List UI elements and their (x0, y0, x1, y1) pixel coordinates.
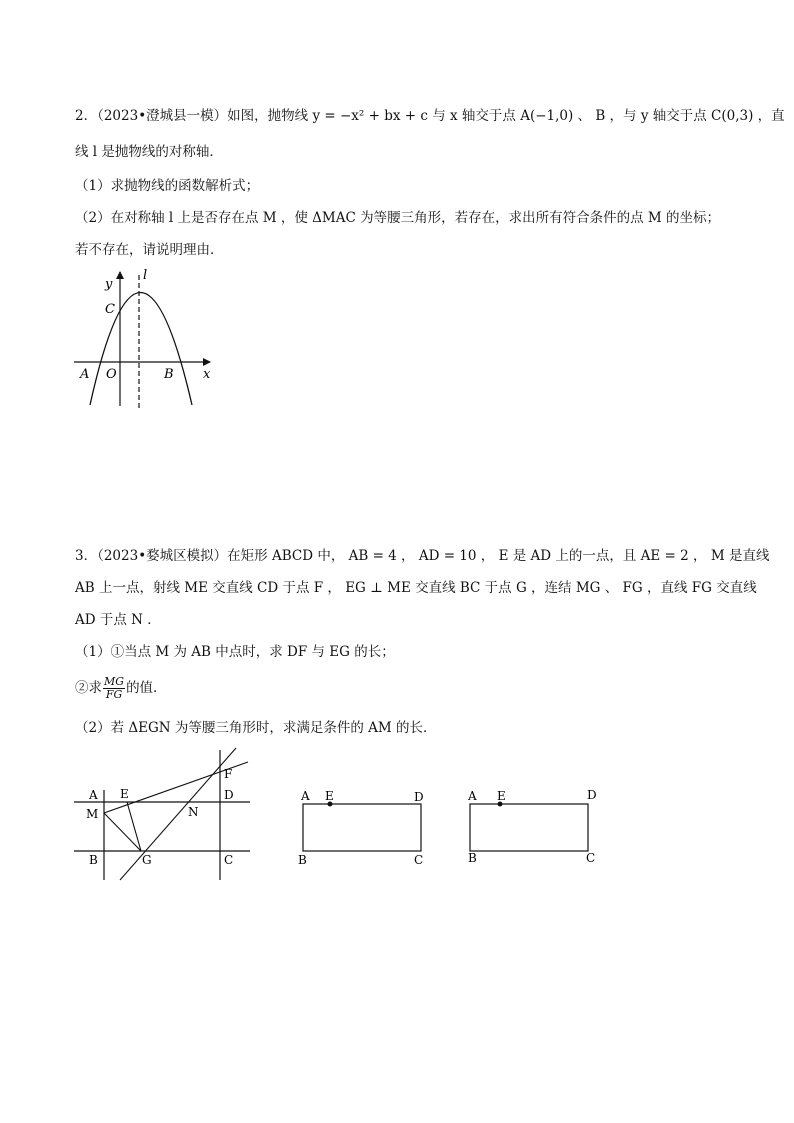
fig1-label-M: M (86, 807, 99, 821)
fig2-label-A: A (301, 789, 310, 803)
fig3-label-A: A (468, 789, 477, 803)
label-O: O (106, 367, 117, 382)
label-B: B (164, 367, 174, 382)
label-C: C (105, 302, 115, 317)
fig1-label-C: C (224, 853, 234, 867)
problem2-line1: 2．（2023•澄城县一模）如图，抛物线 y = −x² + bx + c 与 x 轴交于点 A(−1,0) 、 B ，与 y 轴交于点 C(0,3) ，直 (75, 108, 785, 124)
label-y: y (105, 277, 113, 292)
fig2-label-B: B (298, 853, 307, 867)
problem2-question2: （2）在对称轴 l 上是否存在点 M ，使 ΔMAC 为等腰三角形，若存在，求出所有符合条件的点 M 的坐标； (75, 210, 721, 226)
problem3-question2: （2）若 ΔEGN 为等腰三角形时，求满足条件的 AM 的长． (75, 720, 437, 736)
problem2-line2: 线 l 是抛物线的对称轴． (75, 144, 223, 160)
fig3-label-D: D (587, 788, 597, 802)
fig3-label-C: C (586, 851, 596, 865)
label-A: A (80, 367, 90, 382)
q1b-suffix: 的值． (126, 680, 167, 696)
problem2-question2-cont: 若不存在，请说明理由． (75, 242, 224, 258)
label-x: x (203, 367, 211, 382)
fig1-label-E: E (120, 787, 129, 801)
fraction-denominator: FG (105, 688, 123, 701)
fig2-label-E: E (325, 789, 334, 803)
fig1-label-B: B (89, 853, 98, 867)
problem3-line1: 3．（2023•婺城区模拟）在矩形 ABCD 中， AB = 4 ， AD = 10 ， E 是 AD 上的一点，且 AE = 2 ， M 是直线 (75, 548, 770, 564)
problem3-question1: （1）①当点 M 为 AB 中点时，求 DF 与 EG 的长； (75, 644, 395, 660)
problem3-line2: AB 上一点，射线 ME 交直线 CD 于点 F ， EG ⊥ ME 交直线 BC 于点 G ，连结 MG 、 FG ，直线 FG 交直线 (75, 580, 757, 596)
q1b-prefix: ②求 (75, 680, 102, 696)
fig3-label-E: E (497, 789, 506, 803)
label-l: l (143, 268, 148, 283)
problem2-question1: （1）求抛物线的函数解析式； (75, 178, 260, 194)
fig1-label-G: G (142, 853, 152, 867)
fig3-label-B: B (468, 851, 477, 865)
rect-ABCD-3 (470, 804, 588, 851)
fig1-label-N: N (188, 805, 199, 819)
problem3-line3: AD 于点 N ． (75, 612, 161, 628)
fig2-label-C: C (414, 853, 424, 867)
fig1-label-A: A (89, 788, 98, 802)
fig1-label-F: F (224, 767, 233, 781)
fig1-label-D: D (224, 788, 234, 802)
fig2-label-D: D (414, 790, 424, 804)
fraction-numerator: MG (104, 675, 125, 688)
